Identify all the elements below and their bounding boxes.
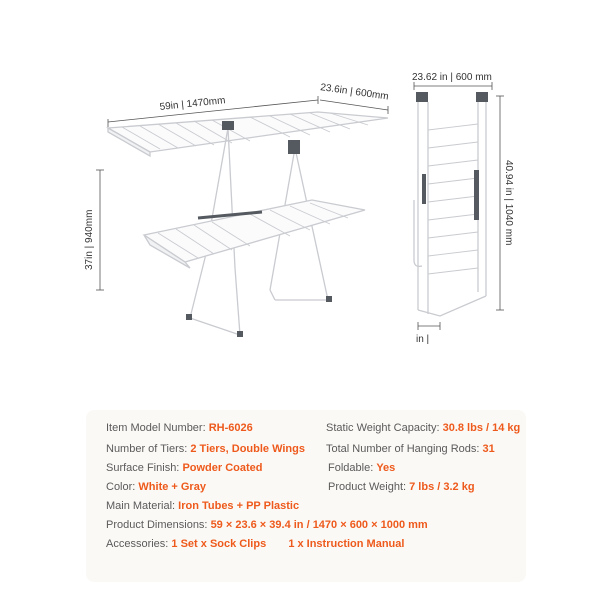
spec-finish <box>106 462 263 474</box>
spec-value: 1 x Instruction Manual <box>288 538 405 550</box>
length-dimension: 59in | 1470mm <box>159 95 226 113</box>
spec-value: White + Gray <box>138 481 206 493</box>
spec-label: Accessories: <box>106 538 169 550</box>
spec-value: 59 × 23.6 × 39.4 in / 1470 × 600 × 1000 mm <box>210 519 428 531</box>
spec-label: Product Weight: <box>328 481 407 493</box>
folded-width-dimension: 23.62 in | 600 mm <box>412 72 492 83</box>
spec-value: Iron Tubes + PP Plastic <box>178 500 300 512</box>
spec-label: Number of Tiers: <box>106 443 188 455</box>
spec-label: Static Weight Capacity: <box>326 422 440 434</box>
spec-accessories <box>106 538 404 550</box>
spec-capacity <box>326 422 520 434</box>
spec-label: Product Dimensions: <box>106 519 208 531</box>
spec-value: Powder Coated <box>182 462 263 474</box>
spec-foldable <box>328 462 395 474</box>
folded-rack-illustration <box>414 92 488 316</box>
spec-value: 1 Set x Sock Clips <box>171 538 267 550</box>
spec-label: Main Material: <box>106 500 176 512</box>
spec-label: Surface Finish: <box>106 462 180 474</box>
spec-label: Color: <box>106 481 136 493</box>
spec-label: Foldable: <box>328 462 374 474</box>
spec-dimensions <box>106 519 428 531</box>
folded-depth-dimension: in | <box>416 334 430 345</box>
spec-rods <box>326 443 495 455</box>
spec-tiers <box>106 443 305 455</box>
spec-value: 2 Tiers, Double Wings <box>190 443 305 455</box>
spec-value: 31 <box>482 443 495 455</box>
depth-dimension: 23.6in | 600mm <box>319 82 390 103</box>
spec-value: 7 lbs / 3.2 kg <box>409 481 475 493</box>
spec-value: 30.8 lbs / 14 kg <box>442 422 521 434</box>
spec-label: Item Model Number: <box>106 422 206 434</box>
spec-panel <box>86 410 526 582</box>
spec-value: RH-6026 <box>208 422 253 434</box>
spec-color <box>106 481 206 493</box>
spec-material <box>106 500 299 512</box>
spec-label: Total Number of Hanging Rods: <box>326 443 480 455</box>
height-dimension: 37in | 940mm <box>84 209 95 270</box>
spec-model <box>106 422 253 434</box>
spec-weight <box>328 481 475 493</box>
folded-height-dimension: 40.94 in | 1040 mm <box>503 160 514 246</box>
unfolded-rack-illustration <box>108 112 388 337</box>
spec-value: Yes <box>376 462 396 474</box>
